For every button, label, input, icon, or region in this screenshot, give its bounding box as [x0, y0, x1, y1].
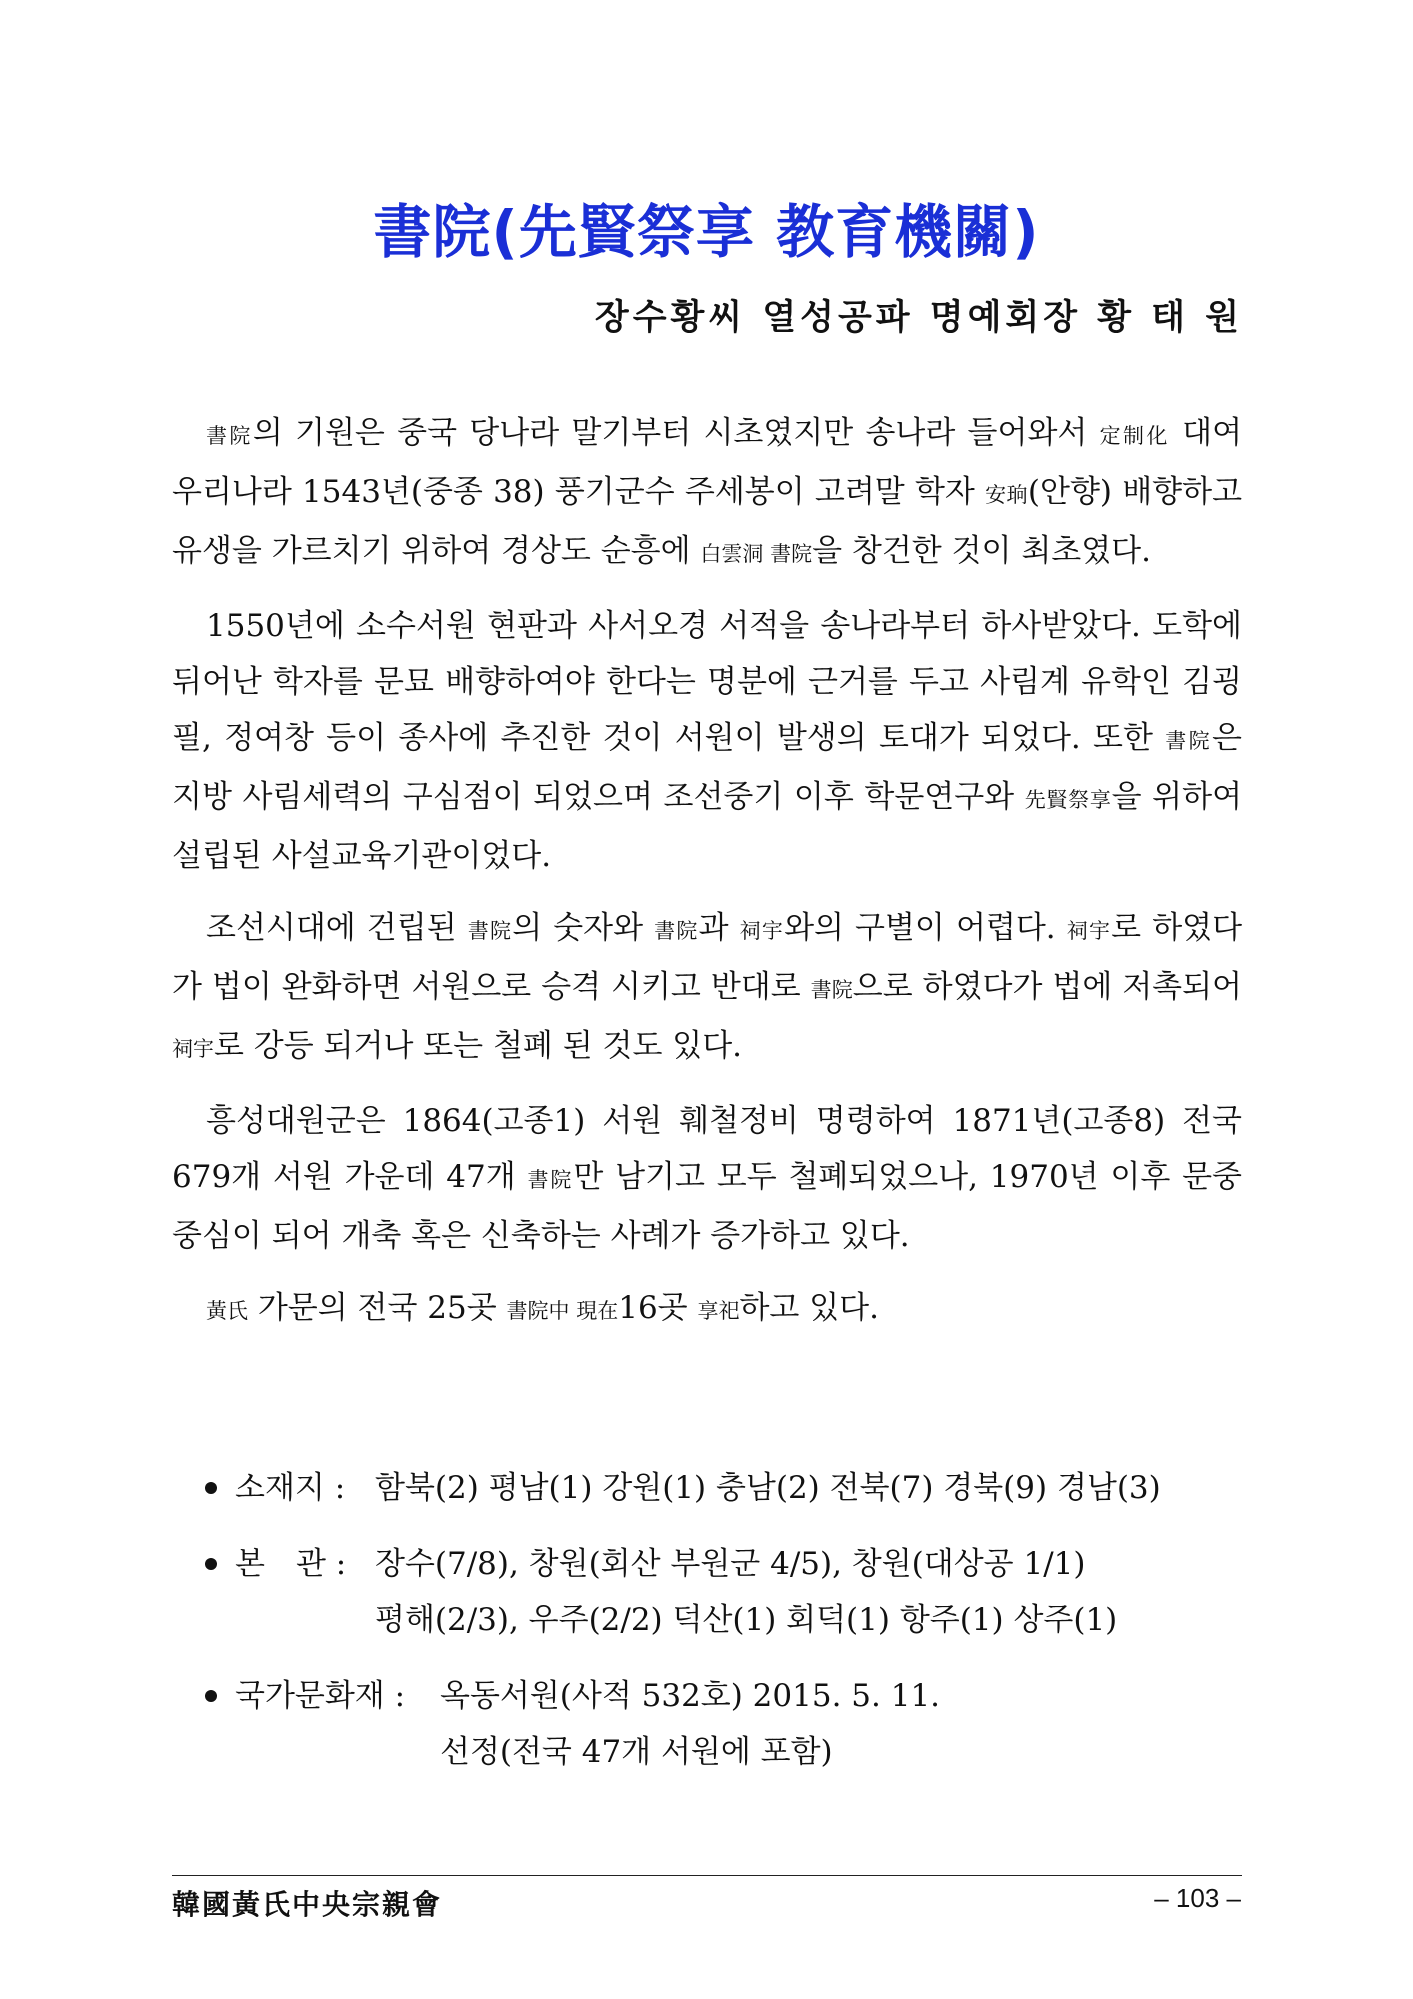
paragraph-1	[172, 405, 1242, 582]
footer-divider	[172, 1875, 1242, 1876]
page-number: – 103 –	[1154, 1883, 1241, 1913]
paragraph-text: 와의 구별이 어렵다.	[784, 910, 1067, 946]
page-title: 書院(先賢祭享 教育機關)	[373, 198, 1040, 266]
hanja-term: 祠宇	[172, 1037, 214, 1061]
hanja-term: 定制化	[1099, 424, 1170, 448]
paragraph-text: 흥성대원군은 1864(고종1) 서원 훼철정비 명령하여 1871년(고종8) 전국 679개 서원 가운데 47개	[172, 1103, 1242, 1195]
bullet-icon	[205, 1482, 217, 1494]
footer-organization: 韓國黃氏中央宗親會	[172, 1888, 443, 1921]
list-item-origin	[205, 1536, 1255, 1648]
paragraph-2	[172, 598, 1242, 884]
list-label: 소재지 :	[235, 1470, 346, 1506]
paragraph-5	[172, 1280, 1242, 1339]
list-value: 옥동서원(사적 532호) 2015. 5. 11.	[440, 1678, 941, 1714]
article-body	[172, 405, 1242, 1355]
paragraph-text: 대여 우리나라 1543년(중종 38) 풍기군수 주세봉이 고려말 학자	[172, 415, 1243, 510]
list-value: 평해(2/3), 우주(2/2) 덕산(1) 회덕(1) 항주(1) 상주(1)	[375, 1602, 1118, 1638]
paragraph-text: 을 창건한 것이 최초였다.	[812, 533, 1151, 569]
hanja-term: 安珦	[985, 483, 1028, 507]
paragraph-text: 로 강등 되거나 또는 철폐 된 것도 있다.	[214, 1028, 743, 1064]
paragraph-text: 과	[698, 910, 740, 946]
hanja-term: 書院	[810, 978, 853, 1002]
paragraph-text: 하고 있다.	[739, 1290, 879, 1326]
list-item-location	[205, 1460, 1255, 1516]
bullet-icon	[205, 1690, 217, 1702]
hanja-term: 書院	[527, 1168, 574, 1192]
hanja-term: 白雲洞 書院	[700, 542, 813, 566]
list-label: 본 관 :	[235, 1546, 347, 1582]
list-item-heritage	[205, 1668, 1255, 1780]
paragraph-text: 은 지방 사림세력의 구심점이 되었으며 조선중기 이후 학문연구와	[172, 720, 1242, 815]
paragraph-text: 로 하였다가 법이 완화하면 서원으로 승격 시키고 반대로	[172, 910, 1243, 1005]
hanja-term: 書院	[206, 424, 253, 448]
summary-list	[205, 1460, 1255, 1800]
bullet-icon	[205, 1558, 217, 1570]
paragraph-3	[172, 900, 1242, 1077]
paragraph-text: 조선시대에 건립된	[206, 910, 468, 946]
hanja-term: 書院	[1165, 729, 1213, 753]
paragraph-text: 의 기원은 중국 당나라 말기부터 시초였지만 송나라 들어와서	[252, 415, 1100, 451]
hanja-term: 書院	[654, 919, 699, 943]
list-label: 국가문화재 :	[235, 1678, 406, 1714]
paragraph-text: 을 위하여 설립된 사설교육기관이었다.	[172, 779, 1243, 874]
hanja-term: 黃氏	[206, 1299, 248, 1323]
hanja-term: 書院中 現在	[506, 1299, 619, 1323]
paragraph-text: 가문의 전국 25곳	[248, 1290, 507, 1326]
paragraph-text: 으로 하였다가 법에 저촉되어	[852, 969, 1242, 1005]
hanja-term: 享祀	[697, 1299, 740, 1323]
list-value: 함북(2) 평남(1) 강원(1) 충남(2) 전북(7) 경북(9) 경남(3)	[375, 1470, 1161, 1506]
author-byline: 장수황씨 열성공파 명예회장 황 태 원	[594, 298, 1243, 338]
paragraph-4	[172, 1093, 1242, 1264]
paragraph-text: 의 숫자와	[512, 910, 655, 946]
paragraph-text: (안향) 배향하고 유생을 가르치기 위하여 경상도 순흥에	[172, 474, 1243, 569]
paragraph-text: 만 남기고 모두 철폐되었으나, 1970년 이후 문중 중심이 되어 개축 혹은 신축하는 사례가 증가하고 있다.	[172, 1159, 1243, 1254]
hanja-term: 書院	[467, 919, 513, 943]
list-value: 장수(7/8), 창원(회산 부원군 4/5), 창원(대상공 1/1)	[375, 1546, 1086, 1582]
list-value: 선정(전국 47개 서원에 포함)	[440, 1734, 833, 1770]
hanja-term: 祠宇	[739, 919, 785, 943]
paragraph-text: 16곳	[618, 1290, 698, 1326]
paragraph-text: 1550년에 소수서원 현판과 사서오경 서적을 송나라부터 하사받았다. 도학에 뒤어난 학자를 문묘 배향하여야 한다는 명분에 근거를 두고 사림계 유학인 김굉필, 정여창 등이 종사에 추진한 것이 서원이 발생의 토대가 되었다. 또한	[172, 608, 1242, 756]
hanja-term: 先賢祭享	[1024, 788, 1112, 812]
hanja-term: 祠宇	[1066, 919, 1112, 943]
